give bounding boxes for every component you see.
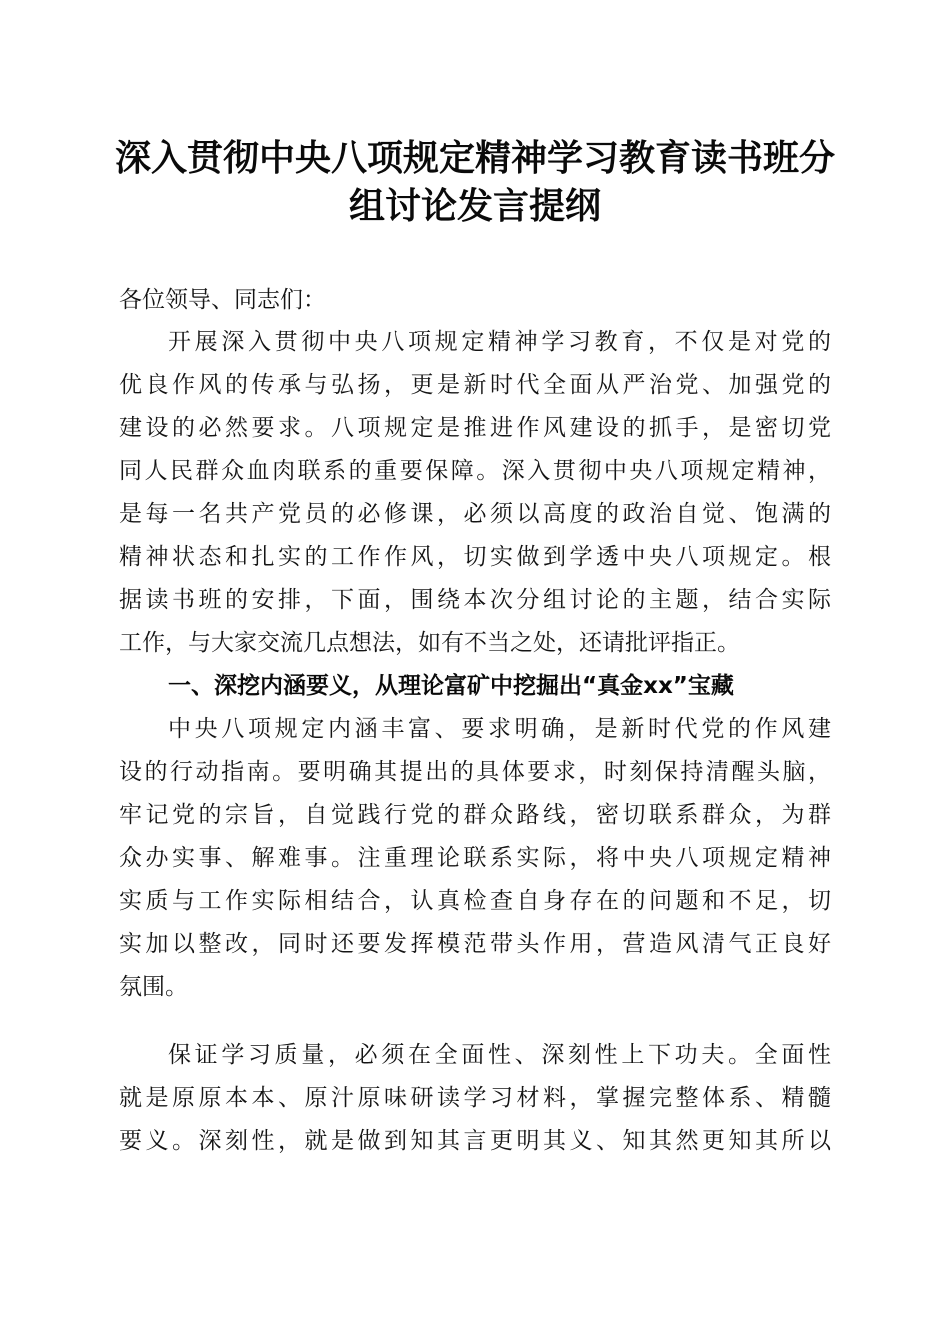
paragraph-line: 据读书班的安排，下面，围绕本次分组讨论的主题，结合实际 bbox=[119, 587, 831, 613]
paragraph-line: 同人民群众血肉联系的重要保障。深入贯彻中央八项规定精神， bbox=[119, 458, 831, 484]
paragraph-line: 要义。深刻性，就是做到知其言更明其义、知其然更知其所以 bbox=[119, 1128, 831, 1154]
paragraph-line: 众办实事、解难事。注重理论联系实际，将中央八项规定精神 bbox=[119, 845, 831, 871]
paragraph-line: 保证学习质量，必须在全面性、深刻性上下功夫。全面性 bbox=[168, 1042, 831, 1068]
paragraph-line: 工作，与大家交流几点想法，如有不当之处，还请批评指正。 bbox=[119, 630, 740, 656]
paragraph-line: 设的行动指南。要明确其提出的具体要求，时刻保持清醒头脑， bbox=[119, 759, 831, 785]
paragraph-line: 牢记党的宗旨，自觉践行党的群众路线，密切联系群众，为群 bbox=[119, 802, 831, 828]
paragraph-line: 中央八项规定内涵丰富、要求明确，是新时代党的作风建 bbox=[168, 716, 831, 742]
paragraph-line: 实质与工作实际相结合，认真检查自身存在的问题和不足，切 bbox=[119, 888, 831, 914]
paragraph-line: 优良作风的传承与弘扬，更是新时代全面从严治党、加强党的 bbox=[119, 372, 831, 398]
paragraph-line: 是每一名共产党员的必修课，必须以高度的政治自觉、饱满的 bbox=[119, 501, 831, 527]
paragraph-line: 开展深入贯彻中央八项规定精神学习教育，不仅是对党的 bbox=[168, 329, 831, 355]
paragraph-line: 实加以整改，同时还要发挥模范带头作用，营造风清气正良好 bbox=[119, 931, 831, 957]
paragraph-line: 氛围。 bbox=[119, 974, 188, 1000]
salutation: 各位领导、同志们： bbox=[119, 287, 326, 313]
paragraph-line: 建设的必然要求。八项规定是推进作风建设的抓手，是密切党 bbox=[119, 415, 831, 441]
paragraph-line: 精神状态和扎实的工作作风，切实做到学透中央八项规定。根 bbox=[119, 544, 831, 570]
document-title-line-2: 组讨论发言提纲 bbox=[348, 185, 601, 227]
section-heading: 一、深挖内涵要义，从理论富矿中挖掘出“真金xx”宝藏 bbox=[168, 673, 734, 699]
paragraph-line: 就是原原本本、原汁原味研读学习材料，掌握完整体系、精髓 bbox=[119, 1085, 831, 1111]
document-title-line-1: 深入贯彻中央八项规定精神学习教育读书班分 bbox=[114, 137, 835, 179]
